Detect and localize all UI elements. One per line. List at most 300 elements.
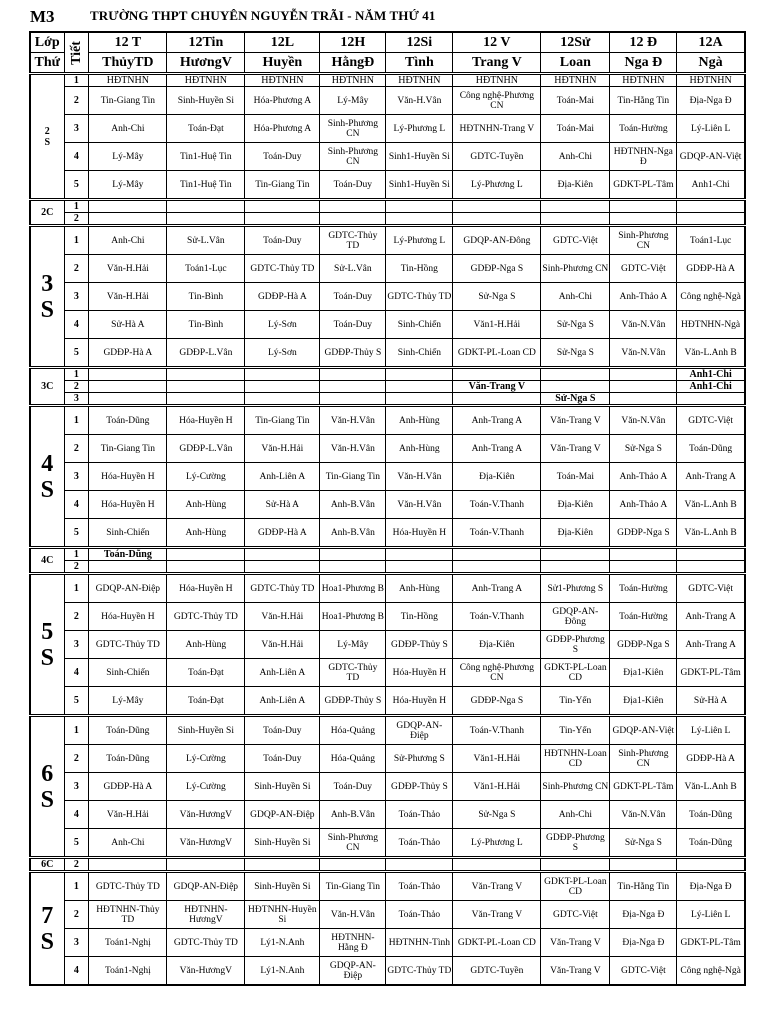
- lesson-cell: GDTC-Việt: [541, 226, 610, 255]
- lesson-cell: Văn-Trang V: [541, 929, 610, 957]
- lesson-cell: GDĐP-Thủy S: [320, 339, 386, 368]
- lesson-cell: GDTC-Việt: [610, 255, 677, 283]
- period-number: 1: [64, 406, 89, 435]
- lesson-cell: Văn-H.Hải: [89, 255, 167, 283]
- lesson-cell: Văn-Trang V: [541, 957, 610, 986]
- lesson-cell: Anh-Thảo A: [610, 491, 677, 519]
- lesson-cell: GDKT-PL-Loan CD: [541, 872, 610, 901]
- lesson-cell: Hóa-Huyền H: [89, 603, 167, 631]
- homeroom-teacher: Trang V: [453, 53, 541, 74]
- lesson-cell: [89, 381, 167, 393]
- lesson-cell: GDĐP-Nga S: [453, 255, 541, 283]
- lesson-cell: [677, 561, 745, 574]
- lesson-cell: [386, 368, 453, 381]
- period-number: 4: [64, 957, 89, 986]
- lesson-cell: Văn-H.Vân: [320, 901, 386, 929]
- lesson-cell: Văn-H.Vân: [320, 435, 386, 463]
- period-number: 5: [64, 171, 89, 200]
- lesson-cell: HĐTNHN-Thủy TD: [89, 901, 167, 929]
- period-number: 2: [64, 561, 89, 574]
- lesson-cell: Văn-L.Anh B: [677, 773, 745, 801]
- lesson-cell: Anh-B.Vân: [320, 801, 386, 829]
- lesson-cell: [89, 393, 167, 406]
- period-number: 1: [64, 368, 89, 381]
- homeroom-teacher: ThủyTD: [89, 53, 167, 74]
- lesson-cell: Lý-Cường: [167, 463, 245, 491]
- lesson-cell: Toán-Hường: [610, 574, 677, 603]
- lesson-cell: Địa-Nga Đ: [610, 901, 677, 929]
- homeroom-teacher: Huyền: [245, 53, 320, 74]
- lesson-cell: Anh-Hùng: [167, 491, 245, 519]
- lesson-cell: [610, 858, 677, 872]
- lesson-cell: Công nghệ-Phương CN: [453, 659, 541, 687]
- lesson-cell: Sinh-Chiến: [386, 339, 453, 368]
- lesson-cell: GDTC-Thủy TD: [167, 603, 245, 631]
- lesson-cell: GDQP-AN-Đông: [453, 226, 541, 255]
- lesson-cell: Lý-Mây: [89, 687, 167, 716]
- lesson-cell: GDTC-Thủy TD: [245, 574, 320, 603]
- table-row: [30, 872, 745, 901]
- corner-thu: Thứ: [30, 53, 64, 74]
- lesson-cell: Sinh-Huyền Si: [245, 829, 320, 858]
- lesson-cell: Lý-Phương L: [453, 829, 541, 858]
- lesson-cell: [89, 213, 167, 226]
- period-number: 1: [64, 872, 89, 901]
- lesson-cell: Sử-Hà A: [245, 491, 320, 519]
- lesson-cell: GDĐP-Hà A: [677, 745, 745, 773]
- lesson-cell: [245, 200, 320, 213]
- lesson-cell: Anh-Liên A: [245, 463, 320, 491]
- lesson-cell: Toán-Dũng: [677, 435, 745, 463]
- lesson-cell: Sử-Hà A: [677, 687, 745, 716]
- lesson-cell: Anh-Trang A: [677, 603, 745, 631]
- lesson-cell: GDQP-AN-Điệp: [245, 801, 320, 829]
- lesson-cell: [453, 368, 541, 381]
- lesson-cell: [541, 213, 610, 226]
- period-number: 5: [64, 829, 89, 858]
- lesson-cell: Địa-Nga Đ: [677, 87, 745, 115]
- lesson-cell: GDĐP-Hà A: [89, 339, 167, 368]
- lesson-cell: Sử-Nga S: [610, 829, 677, 858]
- class-name: 12H: [320, 32, 386, 53]
- class-name: 12A: [677, 32, 745, 53]
- lesson-cell: [541, 200, 610, 213]
- lesson-cell: [167, 858, 245, 872]
- lesson-cell: GDĐP-Hà A: [677, 255, 745, 283]
- lesson-cell: GDTC-Thủy TD: [245, 255, 320, 283]
- period-number: 5: [64, 519, 89, 548]
- lesson-cell: Văn-H.Vân: [386, 463, 453, 491]
- lesson-cell: Địa-Kiên: [541, 171, 610, 200]
- lesson-cell: Văn-N.Vân: [610, 406, 677, 435]
- lesson-cell: Anh-Chi: [89, 226, 167, 255]
- lesson-cell: Toán-Hường: [610, 603, 677, 631]
- lesson-cell: GDKT-PL-Tâm: [677, 659, 745, 687]
- lesson-cell: Văn-N.Vân: [610, 311, 677, 339]
- lesson-cell: Văn-H.Vân: [386, 87, 453, 115]
- lesson-cell: Tin-Yến: [541, 716, 610, 745]
- lesson-cell: Hóa-Phương A: [245, 115, 320, 143]
- page-title: TRƯỜNG THPT CHUYÊN NGUYỄN TRÃI - NĂM THỨ 41: [90, 8, 436, 23]
- day-label: 6 S: [30, 716, 64, 858]
- lesson-cell: [167, 561, 245, 574]
- table-row: [30, 368, 745, 381]
- lesson-cell: GDĐP-Thủy S: [386, 631, 453, 659]
- lesson-cell: [320, 858, 386, 872]
- homeroom-teacher: HằngĐ: [320, 53, 386, 74]
- lesson-cell: [453, 858, 541, 872]
- sheet-code: M3: [30, 7, 55, 26]
- table-row: [30, 519, 745, 548]
- lesson-cell: Hóa-Huyền H: [89, 491, 167, 519]
- lesson-cell: Hóa-Quảng: [320, 716, 386, 745]
- lesson-cell: Sinh-Huyền Si: [245, 773, 320, 801]
- lesson-cell: [167, 200, 245, 213]
- day-label: 2C: [30, 200, 64, 226]
- lesson-cell: [677, 393, 745, 406]
- lesson-cell: GDQP-AN-Điệp: [386, 716, 453, 745]
- lesson-cell: [167, 548, 245, 561]
- lesson-cell: Văn-H.Vân: [320, 406, 386, 435]
- lesson-cell: Anh-Trang A: [453, 574, 541, 603]
- period-number: 4: [64, 659, 89, 687]
- lesson-cell: Sử-Nga S: [453, 283, 541, 311]
- lesson-cell: Lý-Sơn: [245, 339, 320, 368]
- lesson-cell: Anh-Chi: [541, 801, 610, 829]
- lesson-cell: HĐTNHN: [386, 74, 453, 87]
- table-row: [30, 115, 745, 143]
- lesson-cell: Toán-Duy: [245, 143, 320, 171]
- lesson-cell: Văn1-H.Hải: [453, 773, 541, 801]
- lesson-cell: Tin-Giang Tin: [89, 435, 167, 463]
- lesson-cell: HĐTNHN: [245, 74, 320, 87]
- lesson-cell: [453, 561, 541, 574]
- lesson-cell: Hóa-Quảng: [320, 745, 386, 773]
- table-row: [30, 200, 745, 213]
- period-number: 3: [64, 773, 89, 801]
- lesson-cell: Sử-Nga S: [610, 435, 677, 463]
- lesson-cell: [453, 200, 541, 213]
- lesson-cell: [610, 393, 677, 406]
- lesson-cell: Lý-Phương L: [453, 171, 541, 200]
- class-name: 12Sử: [541, 32, 610, 53]
- period-number: 1: [64, 226, 89, 255]
- lesson-cell: GDTC-Việt: [541, 901, 610, 929]
- lesson-cell: Sử-Hà A: [89, 311, 167, 339]
- lesson-cell: Toán-Dũng: [89, 406, 167, 435]
- class-name: 12 Đ: [610, 32, 677, 53]
- lesson-cell: Văn-Trang V: [453, 381, 541, 393]
- lesson-cell: Anh-Thảo A: [610, 463, 677, 491]
- table-row: [30, 463, 745, 491]
- lesson-cell: Anh-Chi: [89, 829, 167, 858]
- page-header: [0, 0, 768, 30]
- lesson-cell: HĐTNHN: [677, 74, 745, 87]
- lesson-cell: Toán-Duy: [320, 311, 386, 339]
- lesson-cell: GDTC-Việt: [610, 957, 677, 986]
- lesson-cell: Sinh-Phương CN: [541, 773, 610, 801]
- lesson-cell: GDĐP-Thủy S: [320, 687, 386, 716]
- lesson-cell: HĐTNHN-Huyền Si: [245, 901, 320, 929]
- lesson-cell: [245, 858, 320, 872]
- lesson-cell: Toán-Duy: [245, 226, 320, 255]
- table-row: [30, 406, 745, 435]
- lesson-cell: [167, 368, 245, 381]
- lesson-cell: Toán-Thảo: [386, 801, 453, 829]
- lesson-cell: Sử1-Phương S: [541, 574, 610, 603]
- period-number: 2: [64, 381, 89, 393]
- homeroom-teacher: Tình: [386, 53, 453, 74]
- lesson-cell: Toán-Mai: [541, 463, 610, 491]
- lesson-cell: Sinh-Phương CN: [320, 829, 386, 858]
- period-number: 2: [64, 745, 89, 773]
- lesson-cell: [386, 213, 453, 226]
- lesson-cell: HĐTNHN: [453, 74, 541, 87]
- lesson-cell: Toán-Mai: [541, 115, 610, 143]
- lesson-cell: Địa1-Kiên: [610, 659, 677, 687]
- lesson-cell: [386, 548, 453, 561]
- lesson-cell: Hóa-Huyền H: [386, 687, 453, 716]
- homeroom-teacher: Ngà: [677, 53, 745, 74]
- lesson-cell: Lý-Mây: [320, 631, 386, 659]
- table-row: [30, 393, 745, 406]
- lesson-cell: [245, 561, 320, 574]
- lesson-cell: GDTC-Tuyền: [453, 143, 541, 171]
- lesson-cell: Sử-Nga S: [541, 311, 610, 339]
- lesson-cell: Anh-Hùng: [386, 406, 453, 435]
- lesson-cell: [167, 213, 245, 226]
- class-name: 12L: [245, 32, 320, 53]
- lesson-cell: Văn-HươngV: [167, 957, 245, 986]
- lesson-cell: [320, 200, 386, 213]
- table-row: [30, 901, 745, 929]
- table-row: [30, 957, 745, 986]
- lesson-cell: Toán-Duy: [245, 716, 320, 745]
- lesson-cell: Toán1-Nghị: [89, 957, 167, 986]
- lesson-cell: GDĐP-L.Vân: [167, 339, 245, 368]
- period-number: 1: [64, 548, 89, 561]
- lesson-cell: [245, 548, 320, 561]
- lesson-cell: Sử-Nga S: [541, 393, 610, 406]
- table-row: [30, 87, 745, 115]
- period-number: 2: [64, 213, 89, 226]
- lesson-cell: Công nghệ-Phương CN: [453, 87, 541, 115]
- table-row: [30, 773, 745, 801]
- lesson-cell: Toán-Duy: [320, 773, 386, 801]
- lesson-cell: Hóa-Huyền H: [386, 659, 453, 687]
- lesson-cell: Tin-Giang Tin: [89, 87, 167, 115]
- period-number: 4: [64, 311, 89, 339]
- lesson-cell: HĐTNHN: [320, 74, 386, 87]
- day-label: 4 S: [30, 406, 64, 548]
- table-row: [30, 603, 745, 631]
- lesson-cell: GDKT-PL-Loan CD: [541, 659, 610, 687]
- lesson-cell: HĐTNHN-Hằng Đ: [320, 929, 386, 957]
- lesson-cell: Lý-Liên L: [677, 901, 745, 929]
- lesson-cell: GDKT-PL-Loan CD: [453, 929, 541, 957]
- lesson-cell: [320, 213, 386, 226]
- lesson-cell: Văn-Trang V: [541, 435, 610, 463]
- lesson-cell: [610, 561, 677, 574]
- lesson-cell: Toán-Dũng: [677, 801, 745, 829]
- homeroom-teacher: Nga Đ: [610, 53, 677, 74]
- lesson-cell: [541, 858, 610, 872]
- lesson-cell: Lý-Cường: [167, 745, 245, 773]
- lesson-cell: Anh-Trang A: [453, 406, 541, 435]
- lesson-cell: Toán-Hường: [610, 115, 677, 143]
- lesson-cell: Sinh-Phương CN: [541, 255, 610, 283]
- lesson-cell: Văn-H.Hải: [245, 435, 320, 463]
- lesson-cell: [677, 548, 745, 561]
- period-number: 2: [64, 901, 89, 929]
- lesson-cell: Toán-Thảo: [386, 901, 453, 929]
- table-row: [30, 858, 745, 872]
- lesson-cell: [245, 393, 320, 406]
- lesson-cell: GDĐP-Thủy S: [386, 773, 453, 801]
- lesson-cell: GDKT-PL-Loan CD: [453, 339, 541, 368]
- lesson-cell: Toán-Đạt: [167, 687, 245, 716]
- period-number: 3: [64, 283, 89, 311]
- table-row: [30, 561, 745, 574]
- lesson-cell: Văn-L.Anh B: [677, 339, 745, 368]
- lesson-cell: Anh-Chi: [541, 143, 610, 171]
- lesson-cell: Anh-Trang A: [677, 463, 745, 491]
- lesson-cell: [541, 548, 610, 561]
- period-number: 1: [64, 74, 89, 87]
- lesson-cell: Lý-Mây: [89, 143, 167, 171]
- lesson-cell: Toán-Dũng: [89, 548, 167, 561]
- lesson-cell: GDTC-Thủy TD: [89, 872, 167, 901]
- lesson-cell: Lý-Phương L: [386, 226, 453, 255]
- lesson-cell: [89, 368, 167, 381]
- lesson-cell: HĐTNHN: [541, 74, 610, 87]
- lesson-cell: [453, 393, 541, 406]
- lesson-cell: Văn-H.Hải: [245, 603, 320, 631]
- lesson-cell: [320, 561, 386, 574]
- lesson-cell: Toán-V.Thanh: [453, 603, 541, 631]
- lesson-cell: Văn-HươngV: [167, 829, 245, 858]
- table-row: [30, 659, 745, 687]
- lesson-cell: Toán-Dũng: [89, 745, 167, 773]
- lesson-cell: Lý-Liên L: [677, 716, 745, 745]
- lesson-cell: Toán-Duy: [320, 283, 386, 311]
- lesson-cell: Toán-Dũng: [677, 829, 745, 858]
- lesson-cell: Anh-Trang A: [677, 631, 745, 659]
- lesson-cell: Tin-Hằng Tin: [610, 87, 677, 115]
- lesson-cell: Toán1-Lục: [677, 226, 745, 255]
- lesson-cell: Sử-L.Vân: [320, 255, 386, 283]
- lesson-cell: GDĐP-Hà A: [89, 773, 167, 801]
- lesson-cell: Sử-Phương S: [386, 745, 453, 773]
- lesson-cell: GDQP-AN-Việt: [610, 716, 677, 745]
- lesson-cell: Địa-Kiên: [453, 631, 541, 659]
- class-name: 12 V: [453, 32, 541, 53]
- lesson-cell: GDTC-Thủy TD: [320, 659, 386, 687]
- lesson-cell: Anh-Hùng: [386, 435, 453, 463]
- lesson-cell: Công nghệ-Ngà: [677, 283, 745, 311]
- lesson-cell: [89, 200, 167, 213]
- lesson-cell: Văn1-H.Hải: [453, 311, 541, 339]
- lesson-cell: GDQP-AN-Việt: [677, 143, 745, 171]
- table-row: [30, 574, 745, 603]
- table-row: [30, 226, 745, 255]
- lesson-cell: [610, 368, 677, 381]
- lesson-cell: Sinh-Huyền Si: [245, 872, 320, 901]
- period-number: 1: [64, 716, 89, 745]
- lesson-cell: Anh-Chi: [541, 283, 610, 311]
- period-number: 1: [64, 200, 89, 213]
- lesson-cell: Hóa-Huyền H: [167, 406, 245, 435]
- lesson-cell: Văn1-H.Hải: [453, 745, 541, 773]
- lesson-cell: HĐTNHN-Nga Đ: [610, 143, 677, 171]
- timetable: [29, 31, 746, 986]
- lesson-cell: HĐTNHN-Tình: [386, 929, 453, 957]
- lesson-cell: Văn-H.Hải: [245, 631, 320, 659]
- day-label: 3 S: [30, 226, 64, 368]
- day-label: 6C: [30, 858, 64, 872]
- lesson-cell: Địa1-Kiên: [610, 687, 677, 716]
- lesson-cell: [386, 561, 453, 574]
- lesson-cell: GDĐP-Hà A: [245, 519, 320, 548]
- lesson-cell: [677, 200, 745, 213]
- period-number: 2: [64, 87, 89, 115]
- period-number: 2: [64, 255, 89, 283]
- table-row: [30, 435, 745, 463]
- lesson-cell: Anh1-Chi: [677, 171, 745, 200]
- class-name: 12 T: [89, 32, 167, 53]
- lesson-cell: Tin1-Huệ Tin: [167, 143, 245, 171]
- period-number: 4: [64, 801, 89, 829]
- lesson-cell: Sinh-Huyền Si: [167, 87, 245, 115]
- lesson-cell: HĐTNHN: [167, 74, 245, 87]
- lesson-cell: Hoa1-Phương B: [320, 574, 386, 603]
- lesson-cell: Tin1-Huệ Tin: [167, 171, 245, 200]
- lesson-cell: Toán-Đạt: [167, 659, 245, 687]
- lesson-cell: Văn-HươngV: [167, 801, 245, 829]
- table-row: [30, 283, 745, 311]
- lesson-cell: Anh-Liên A: [245, 687, 320, 716]
- day-label: 7 S: [30, 872, 64, 986]
- lesson-cell: Toán-V.Thanh: [453, 491, 541, 519]
- lesson-cell: Văn-N.Vân: [610, 801, 677, 829]
- lesson-cell: Toán-Thảo: [386, 872, 453, 901]
- period-number: 4: [64, 491, 89, 519]
- lesson-cell: Sinh-Chiến: [386, 311, 453, 339]
- lesson-cell: Văn-L.Anh B: [677, 491, 745, 519]
- lesson-cell: Tin-Yến: [541, 687, 610, 716]
- lesson-cell: Hóa-Huyền H: [386, 519, 453, 548]
- lesson-cell: Anh-Hùng: [386, 574, 453, 603]
- lesson-cell: [245, 368, 320, 381]
- lesson-cell: Địa-Kiên: [541, 519, 610, 548]
- table-row: [30, 716, 745, 745]
- lesson-cell: [541, 561, 610, 574]
- lesson-cell: Sinh-Phương CN: [610, 226, 677, 255]
- lesson-cell: Địa-Kiên: [541, 491, 610, 519]
- lesson-cell: [386, 200, 453, 213]
- table-row: [30, 171, 745, 200]
- lesson-cell: [320, 548, 386, 561]
- lesson-cell: Hóa-Phương A: [245, 87, 320, 115]
- lesson-cell: Sinh-Phương CN: [320, 115, 386, 143]
- table-row: [30, 631, 745, 659]
- table-row: [30, 255, 745, 283]
- lesson-cell: Anh-Chi: [89, 115, 167, 143]
- lesson-cell: [320, 381, 386, 393]
- table-row: [30, 491, 745, 519]
- lesson-cell: Toán-Duy: [245, 745, 320, 773]
- lesson-cell: GDKT-PL-Tâm: [610, 171, 677, 200]
